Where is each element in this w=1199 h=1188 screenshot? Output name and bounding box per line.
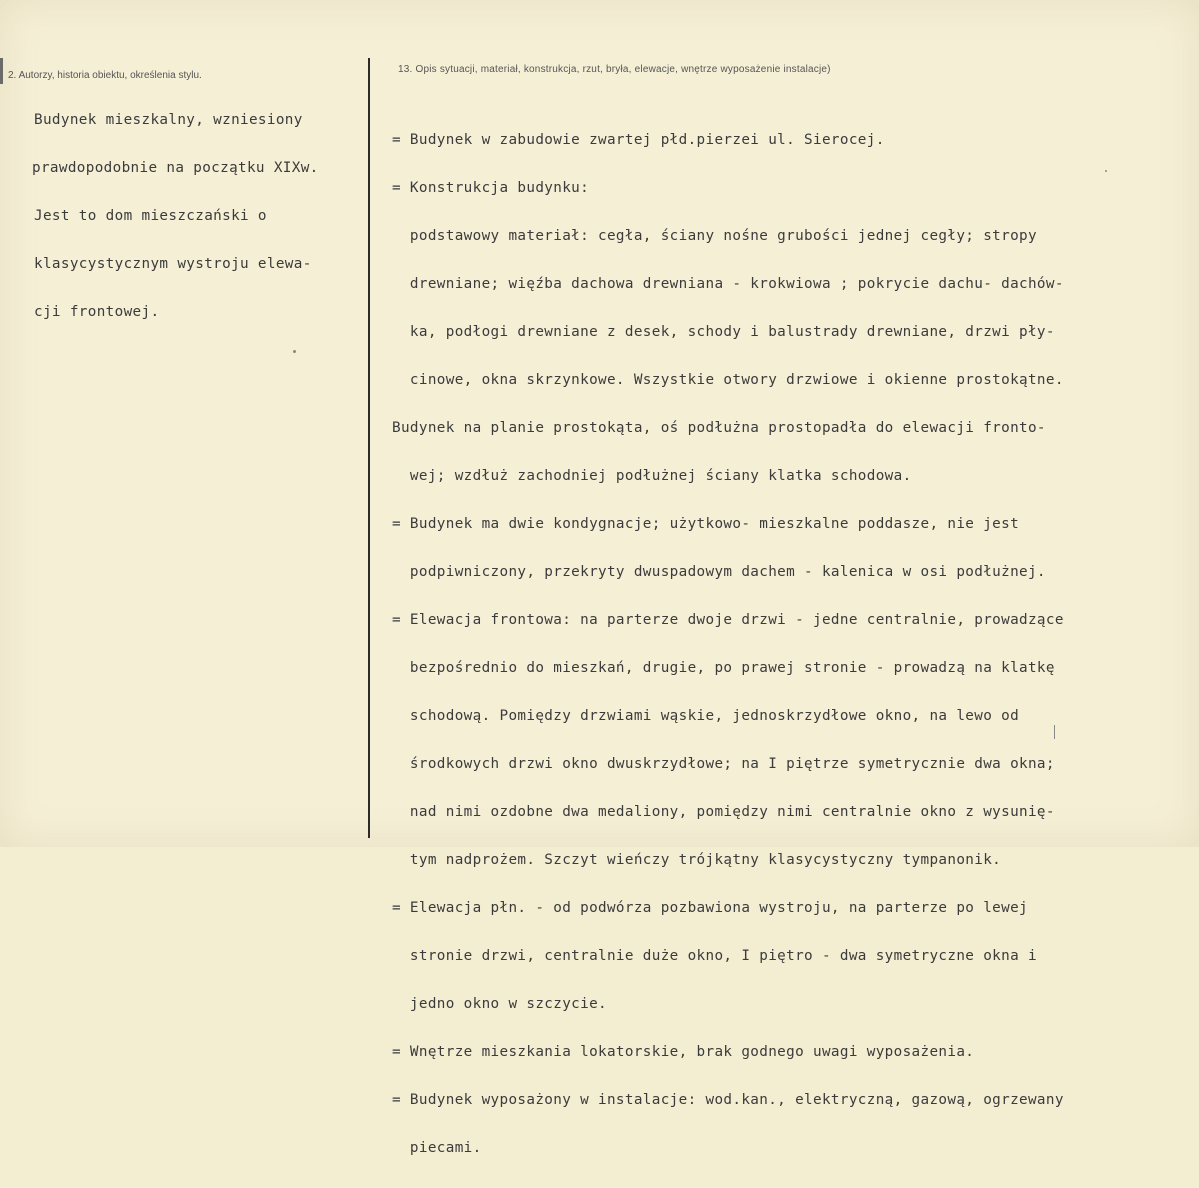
right-line: drewniane; więźba dachowa drewniana - krokwiowa ; pokrycie dachu- dachów- — [392, 276, 1064, 292]
right-line: wej; wzdłuż zachodniej podłużnej ściany klatka schodowa. — [392, 468, 912, 484]
left-line: klasycystycznym wystroju elewa- — [34, 256, 312, 272]
left-line: prawdopodobnie na początku XIXw. — [32, 160, 319, 176]
right-line: = Elewacja frontowa: na parterze dwoje drzwi - jedne centralnie, prowadzące — [392, 612, 1064, 628]
margin-mark — [0, 58, 3, 84]
right-line: bezpośrednio do mieszkań, drugie, po prawej stronie - prowadzą na klatkę — [392, 660, 1055, 676]
paper-speck — [1105, 170, 1107, 172]
section-13-header: 13. Opis sytuacji, materiał, konstrukcja, rzut, bryła, elewacje, wnętrze wyposażenie instalacje) — [398, 64, 831, 75]
right-line: schodową. Pomiędzy drzwiami wąskie, jednoskrzydłowe okno, na lewo od — [392, 708, 1020, 724]
right-line: Budynek na planie prostokąta, oś podłużna prostopadła do elewacji fronto- — [392, 420, 1046, 436]
right-line: piecami. — [392, 1140, 482, 1156]
left-column-text — [34, 80, 319, 352]
right-column-text — [392, 100, 1064, 1188]
right-line: podstawowy materiał: cegła, ściany nośne grubości jednej cegły; stropy — [392, 228, 1037, 244]
right-line: ka, podłogi drewniane z desek, schody i balustrady drewniane, drzwi pły- — [392, 324, 1055, 340]
right-line: tym nadprożem. Szczyt wieńczy trójkątny klasycystyczny tympanonik. — [392, 852, 1002, 868]
paper-speck — [293, 350, 296, 353]
right-line: środkowych drzwi okno dwuskrzydłowe; na I piętrze symetrycznie dwa okna; — [392, 756, 1055, 772]
left-line: Jest to dom mieszczański o — [34, 208, 267, 224]
right-line: = Budynek wyposażony w instalacje: wod.kan., elektryczną, gazową, ogrzewany — [392, 1092, 1064, 1108]
column-divider — [368, 58, 370, 838]
left-line: cji frontowej. — [34, 304, 160, 320]
right-line: = Elewacja płn. - od podwórza pozbawiona wystroju, na parterze po lewej — [392, 900, 1028, 916]
right-line: nad nimi ozdobne dwa medaliony, pomiędzy nimi centralnie okno z wysunię- — [392, 804, 1055, 820]
right-line: = Konstrukcja budynku: — [392, 180, 590, 196]
paper-mark — [1054, 725, 1055, 739]
right-line: = Budynek w zabudowie zwartej płd.pierzei ul. Sierocej. — [392, 132, 885, 148]
right-line: podpiwniczony, przekryty dwuspadowym dachem - kalenica w osi podłużnej. — [392, 564, 1046, 580]
right-line: = Budynek ma dwie kondygnacje; użytkowo- mieszkalne poddasze, nie jest — [392, 516, 1020, 532]
right-line: stronie drzwi, centralnie duże okno, I piętro - dwa symetryczne okna i — [392, 948, 1037, 964]
right-line: cinowe, okna skrzynkowe. Wszystkie otwory drzwiowe i okienne prostokątne. — [392, 372, 1064, 388]
left-line: Budynek mieszkalny, wzniesiony — [34, 112, 303, 128]
right-line: jedno okno w szczycie. — [392, 996, 607, 1012]
right-line: = Wnętrze mieszkania lokatorskie, brak godnego uwagi wyposażenia. — [392, 1044, 975, 1060]
section-2-header: 2. Autorzy, historia obiektu, określenia stylu. — [8, 70, 202, 81]
